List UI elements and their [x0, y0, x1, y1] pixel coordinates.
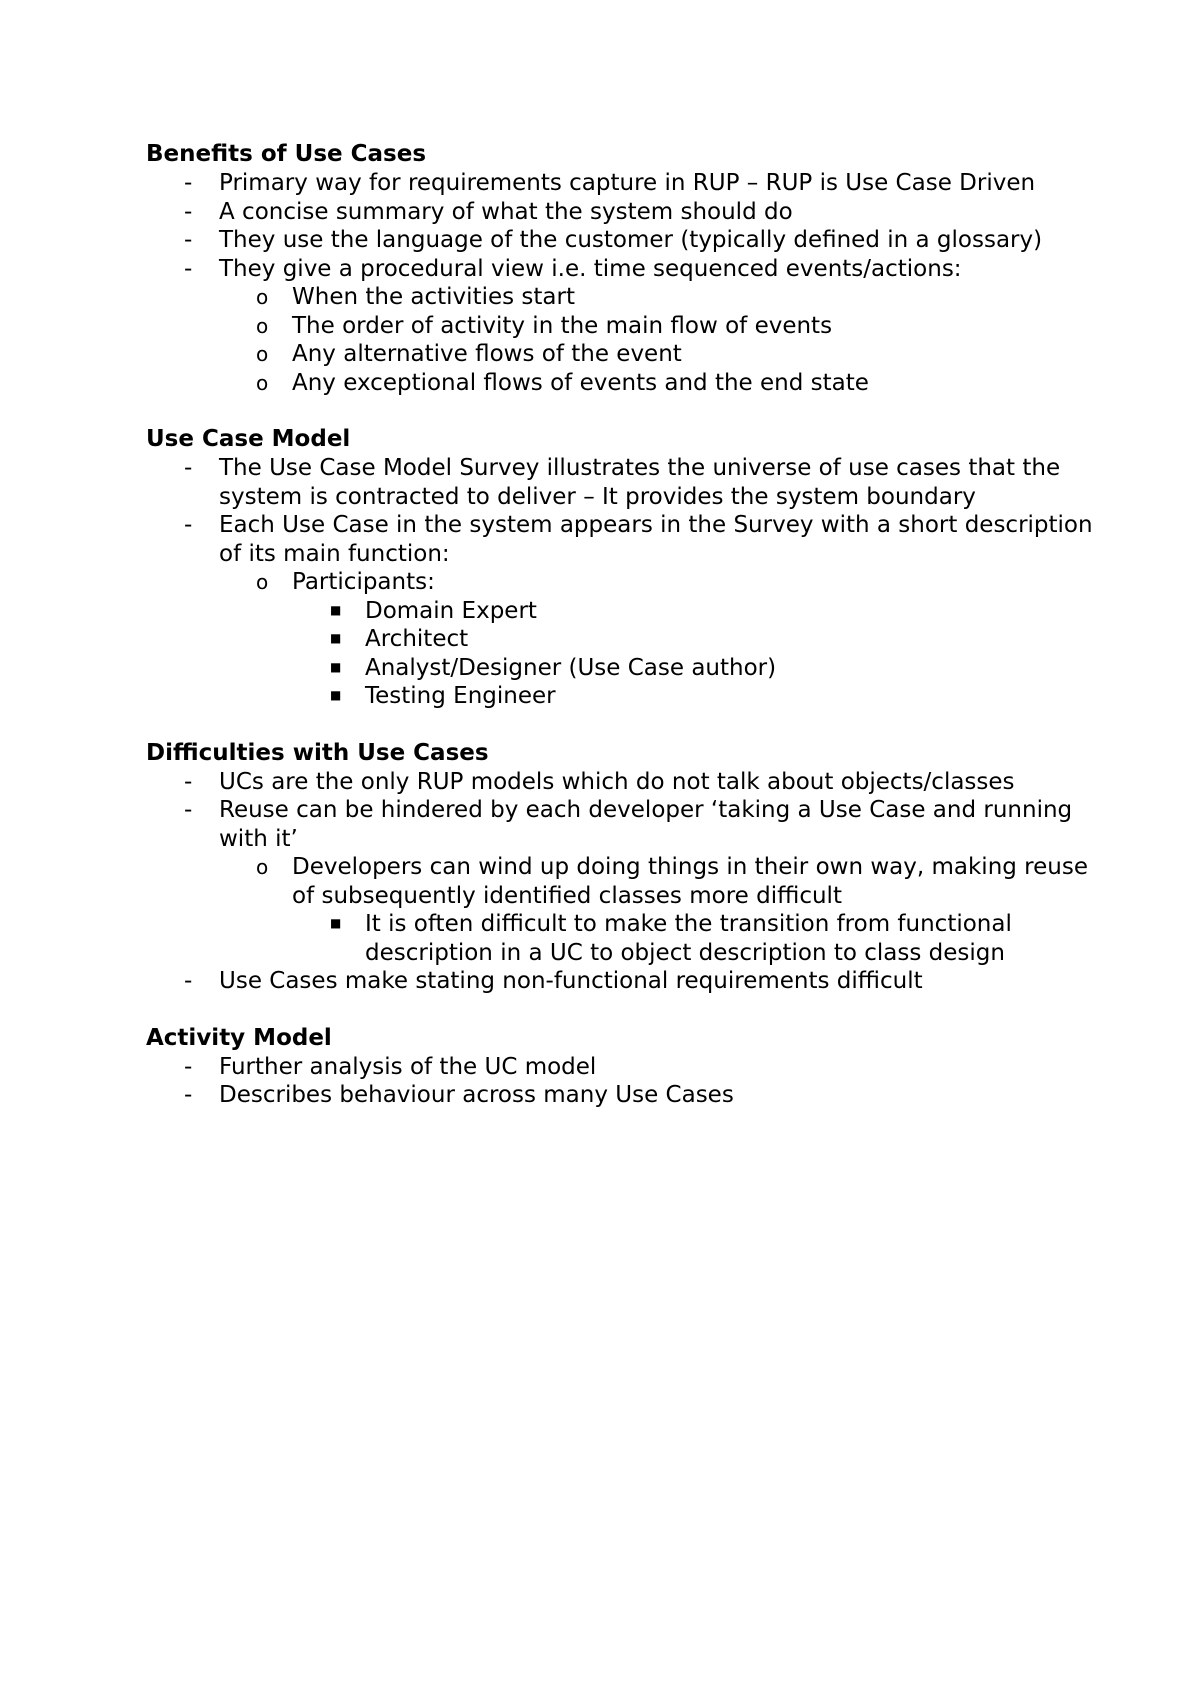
list-item [146, 255, 1106, 284]
list-item [146, 340, 1106, 369]
section-benefits-of-use-cases [146, 140, 1106, 397]
circle-bullet-icon: o [256, 570, 269, 594]
list-item-text: They use the language of the customer (typically defined in a glossary) [219, 227, 1043, 253]
list-item [146, 654, 1106, 683]
list-item-text: Any exceptional flows of events and the end state [292, 369, 869, 396]
list-item-text: The Use Case Model Survey illustrates the universe of use cases that the system is contracted to deliver – It provides the system boundary [219, 455, 1061, 510]
section-heading: Use Case Model [146, 426, 351, 452]
circle-bullet-icon: o [256, 342, 269, 366]
bullet-list [146, 169, 1106, 397]
list-item-text: Testing Engineer [365, 683, 556, 709]
list-item [146, 910, 1106, 967]
dash-bullet-icon: - [184, 1082, 193, 1108]
dash-bullet-icon: - [184, 1053, 193, 1080]
list-item-text: Analyst/Designer (Use Case author) [365, 654, 777, 681]
list-item [146, 682, 1106, 711]
list-item-text: A concise summary of what the system should do [219, 198, 793, 225]
list-item-text: They give a procedural view i.e. time sequenced events/actions: [219, 255, 962, 282]
list-item [146, 568, 1106, 597]
bullet-list [146, 768, 1106, 996]
list-item-text: When the activities start [292, 284, 575, 310]
list-item [146, 511, 1106, 568]
dash-bullet-icon: - [184, 255, 193, 282]
dash-bullet-icon: - [184, 968, 193, 994]
list-item [146, 768, 1106, 797]
list-item [146, 853, 1106, 910]
square-bullet-icon: ■ [330, 688, 342, 702]
list-item [146, 1053, 1106, 1082]
list-item-text: Describes behaviour across many Use Cases [219, 1082, 734, 1108]
section-heading: Benefits of Use Cases [146, 141, 427, 167]
dash-bullet-icon: - [184, 227, 193, 253]
list-item [146, 454, 1106, 511]
dash-bullet-icon: - [184, 198, 193, 225]
list-item-text: Use Cases make stating non-functional requirements difficult [219, 968, 923, 994]
list-item [146, 1081, 1106, 1110]
square-bullet-icon: ■ [330, 631, 342, 645]
list-item [146, 369, 1106, 398]
list-item-text: Domain Expert [365, 597, 537, 624]
list-item [146, 283, 1106, 312]
section-heading: Difficulties with Use Cases [146, 739, 489, 766]
list-item-text: Participants: [292, 569, 435, 595]
list-item-text: Any alternative flows of the event [292, 341, 682, 367]
document-page [146, 140, 1106, 1138]
list-item [146, 796, 1106, 853]
dash-bullet-icon: - [184, 797, 193, 823]
list-item-text: It is often difficult to make the transition from functional description in a UC to object description to class design [365, 911, 1012, 966]
section-heading: Activity Model [146, 1024, 332, 1051]
circle-bullet-icon: o [256, 313, 269, 338]
circle-bullet-icon: o [256, 370, 269, 395]
list-item [146, 597, 1106, 626]
list-item-text: Developers can wind up doing things in their own way, making reuse of subsequently identified classes more difficult [292, 854, 1088, 909]
dash-bullet-icon: - [184, 512, 193, 538]
list-item [146, 226, 1106, 255]
list-item [146, 625, 1106, 654]
list-item-text: Reuse can be hindered by each developer ‘taking a Use Case and running with it’ [219, 797, 1073, 852]
list-item [146, 198, 1106, 227]
section-use-case-model [146, 425, 1106, 711]
dash-bullet-icon: - [184, 170, 193, 196]
square-bullet-icon: ■ [330, 659, 342, 674]
list-item-text: Architect [365, 626, 469, 652]
section-difficulties-with-use-cases [146, 739, 1106, 996]
list-item [146, 169, 1106, 198]
square-bullet-icon: ■ [330, 916, 342, 930]
dash-bullet-icon: - [184, 768, 193, 795]
list-item-text: UCs are the only RUP models which do not talk about objects/classes [219, 768, 1015, 795]
square-bullet-icon: ■ [330, 602, 342, 617]
list-item-text: Primary way for requirements capture in RUP – RUP is Use Case Driven [219, 170, 1036, 196]
circle-bullet-icon: o [256, 285, 269, 309]
list-item-text: Further analysis of the UC model [219, 1053, 597, 1080]
circle-bullet-icon: o [256, 855, 269, 879]
list-item-text: The order of activity in the main flow of events [292, 312, 833, 339]
list-item [146, 312, 1106, 341]
list-item-text: Each Use Case in the system appears in the Survey with a short description of its main function: [219, 512, 1093, 567]
list-item [146, 967, 1106, 996]
section-activity-model [146, 1024, 1106, 1110]
dash-bullet-icon: - [184, 455, 193, 481]
bullet-list [146, 1053, 1106, 1110]
bullet-list [146, 454, 1106, 711]
